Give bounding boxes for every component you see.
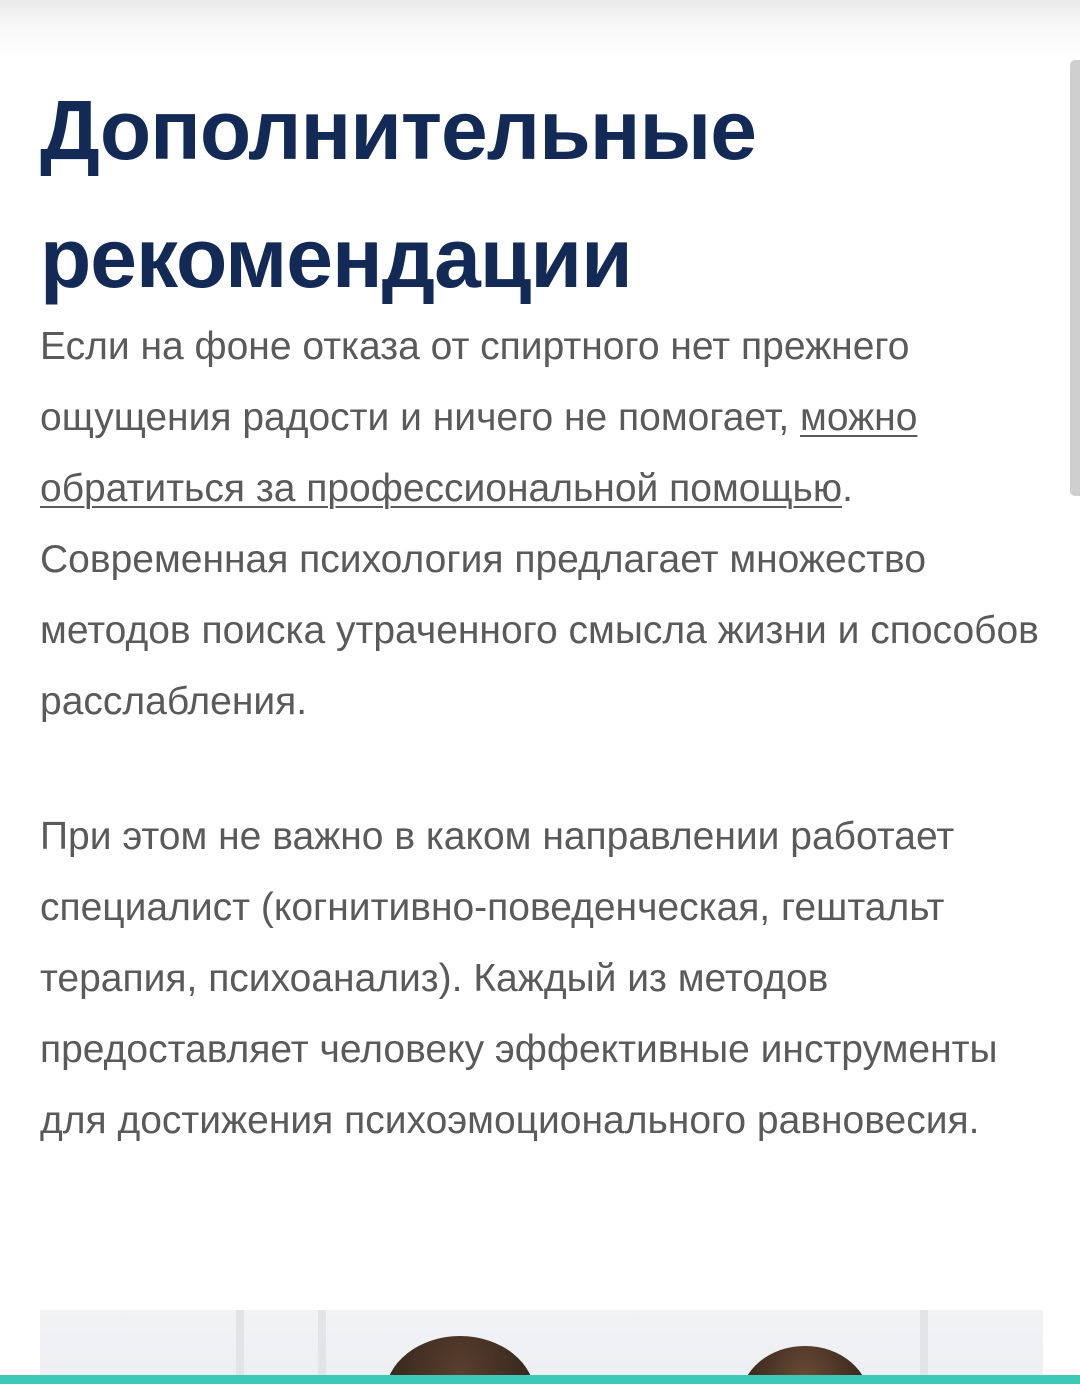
- scrollbar-thumb[interactable]: [1070, 60, 1080, 496]
- section-heading: Дополнительные рекомендации: [40, 83, 756, 305]
- paragraph-1-text-before: Если на фоне отказа от спиртного нет прежнего ощущения радости и ничего не помогает,: [40, 325, 910, 439]
- bottom-accent-bar: [0, 1375, 1080, 1384]
- paragraph-1: [40, 311, 1050, 737]
- photo-window-frame: [236, 1310, 244, 1384]
- paragraph-2: При этом не важно в каком направлении работает специалист (когнитивно-поведенческая, гештальт терапия, психоанализ). Каждый из методов предоставляет человеку эффективные инструменты для достижения психоэмоционального равновесия.: [40, 815, 998, 1142]
- paragraph-1-text-after: . Современная психология предлагает множество методов поиска утраченного смысла жизни и способов расслабления.: [40, 467, 1039, 723]
- article-photo: [40, 1310, 1043, 1384]
- top-fade: [0, 0, 1080, 60]
- photo-window-frame: [920, 1310, 928, 1384]
- professional-help-link[interactable]: можно обратиться за профессиональной помощью: [40, 396, 918, 510]
- photo-window-frame: [318, 1310, 326, 1384]
